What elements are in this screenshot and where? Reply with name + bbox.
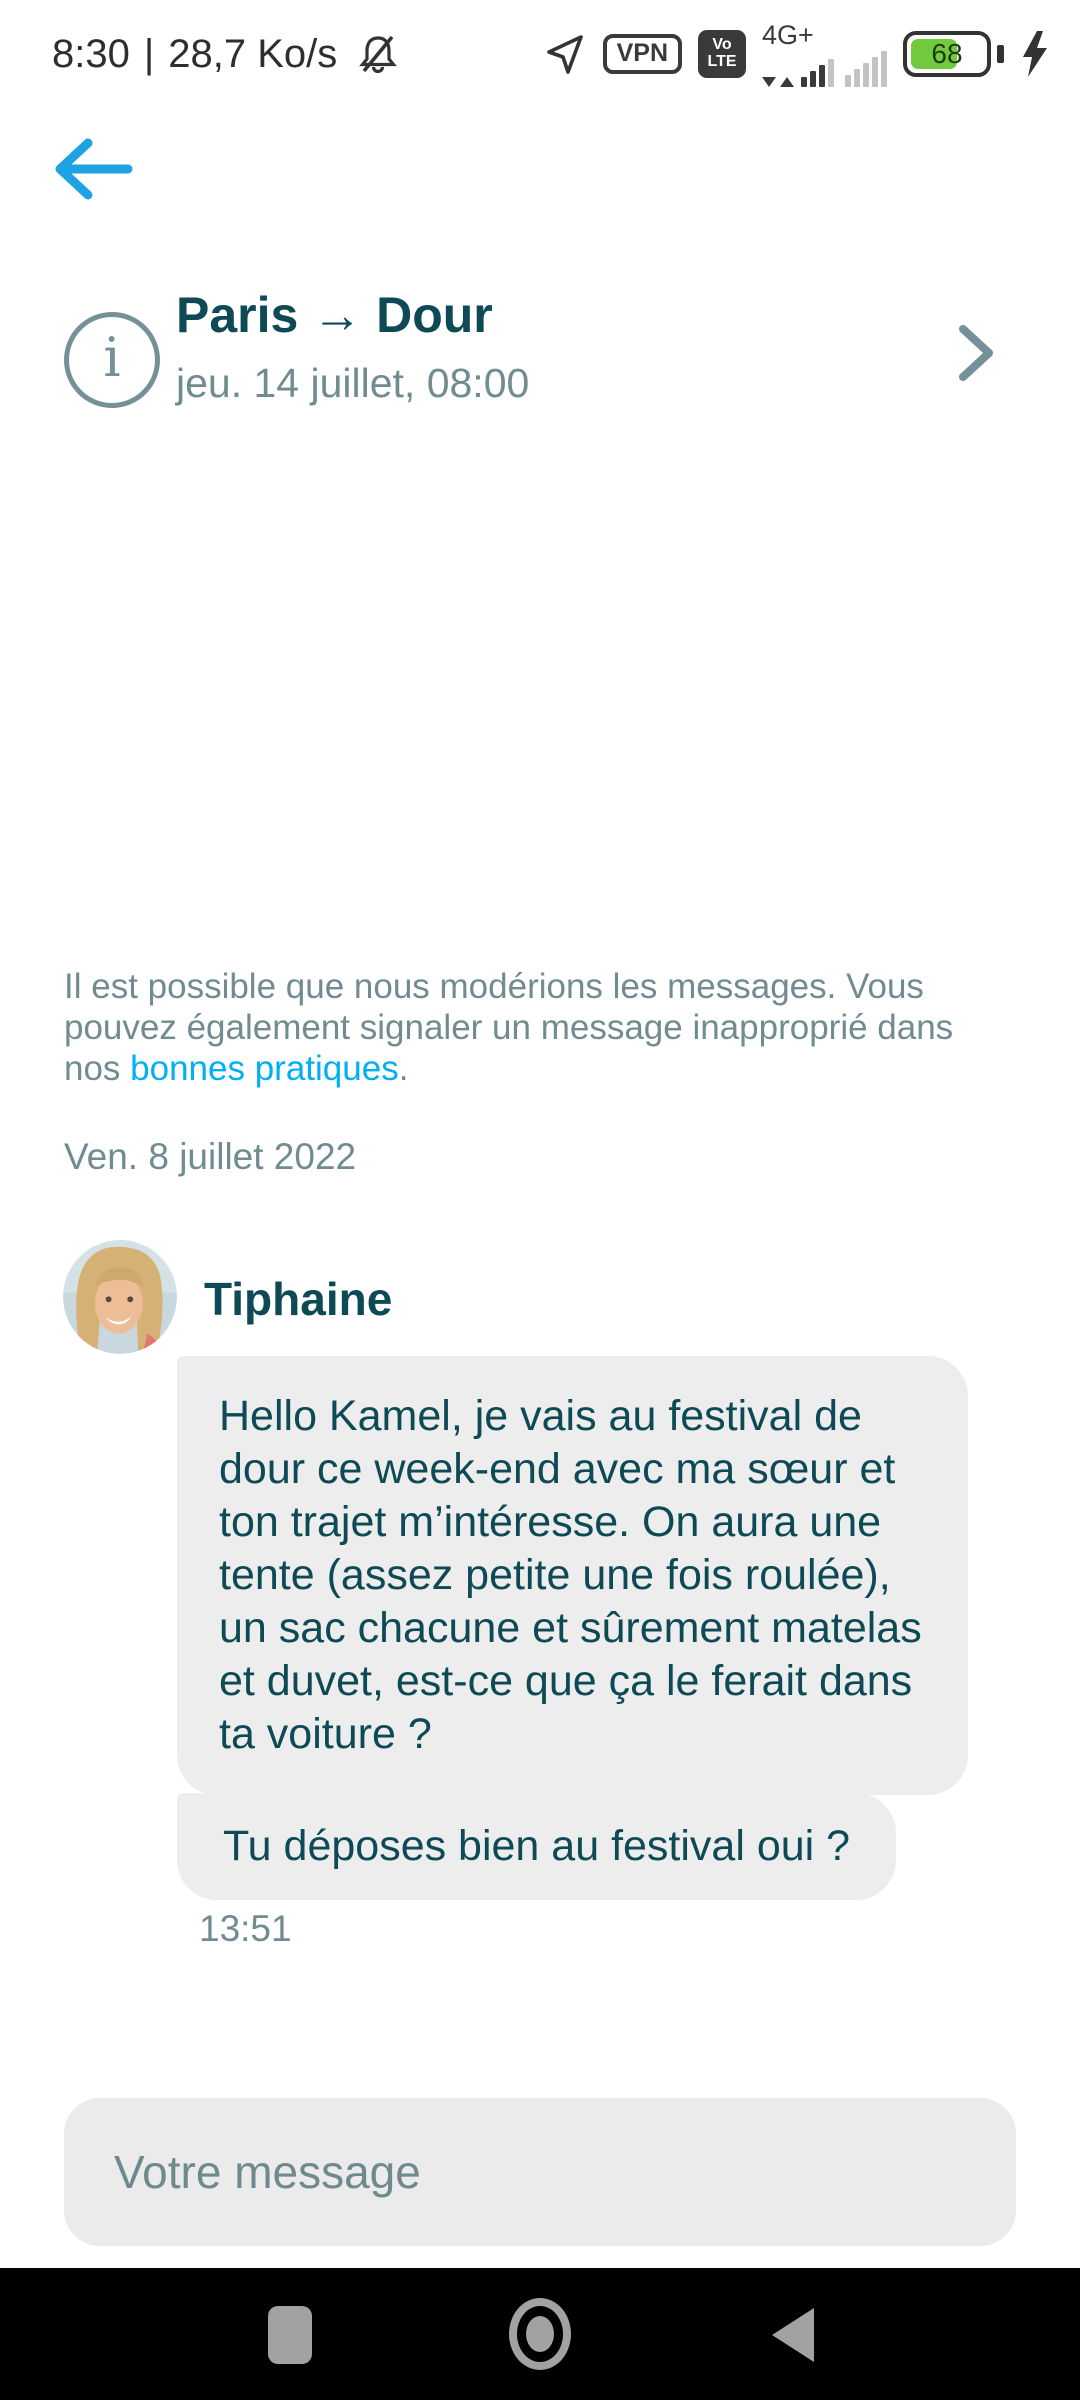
status-right	[541, 19, 1050, 87]
android-nav-bar	[0, 2268, 1080, 2400]
notifications-muted-icon	[355, 31, 401, 77]
vpn-icon: VPN	[603, 34, 682, 74]
charging-bolt-icon	[1020, 30, 1050, 78]
chevron-right-icon[interactable]	[956, 322, 998, 389]
recents-button[interactable]	[268, 2306, 312, 2364]
moderation-notice: Il est possible que nous modérions les messages. Vous pouvez également signaler un message inapproprié dans nos bonnes pratiques.	[64, 967, 954, 1088]
trip-datetime: jeu. 14 juillet, 08:00	[176, 360, 530, 406]
info-icon: i	[64, 312, 160, 408]
network-type-label: 4G+	[762, 19, 814, 50]
message-input[interactable]	[64, 2098, 1016, 2246]
status-separator: |	[143, 31, 155, 76]
message-bubble: Tu déposes bien au festival oui ?	[177, 1793, 896, 1900]
trip-title: Paris → Dour	[176, 287, 493, 343]
back-button[interactable]	[50, 134, 136, 204]
moderation-text: Il est possible que nous modérions les messages. Vous pouvez également signaler un message inapproprié dans nos	[64, 967, 954, 1088]
conversation-date-header: Ven. 8 juillet 2022	[64, 1136, 357, 1177]
status-bar	[0, 19, 1080, 86]
status-time: 8:30	[52, 31, 130, 76]
battery-icon	[903, 31, 1004, 77]
good-practices-link[interactable]: bonnes pratiques	[130, 1049, 399, 1088]
status-left	[52, 31, 401, 77]
avatar[interactable]	[63, 1240, 177, 1354]
battery-level: 68	[931, 38, 963, 69]
location-arrow-icon	[541, 31, 587, 77]
message-bubble: Hello Kamel, je vais au festival de dour ce week-end avec ma sœur et ton trajet m’intéresse. On aura une tente (assez petite une fois roulée), un sac chacune et sûrement matelas et duvet, est-ce que ça le ferait dans ta voiture ?	[177, 1356, 968, 1795]
status-network-speed: 28,7 Ko/s	[168, 31, 338, 76]
android-back-button[interactable]	[772, 2308, 814, 2362]
signal-bars-icon	[762, 19, 887, 87]
volte-icon: Vo LTE	[698, 30, 746, 78]
sender-name: Tiphaine	[204, 1273, 393, 1325]
message-timestamp: 13:51	[199, 1908, 292, 1949]
home-button[interactable]	[509, 2298, 571, 2370]
